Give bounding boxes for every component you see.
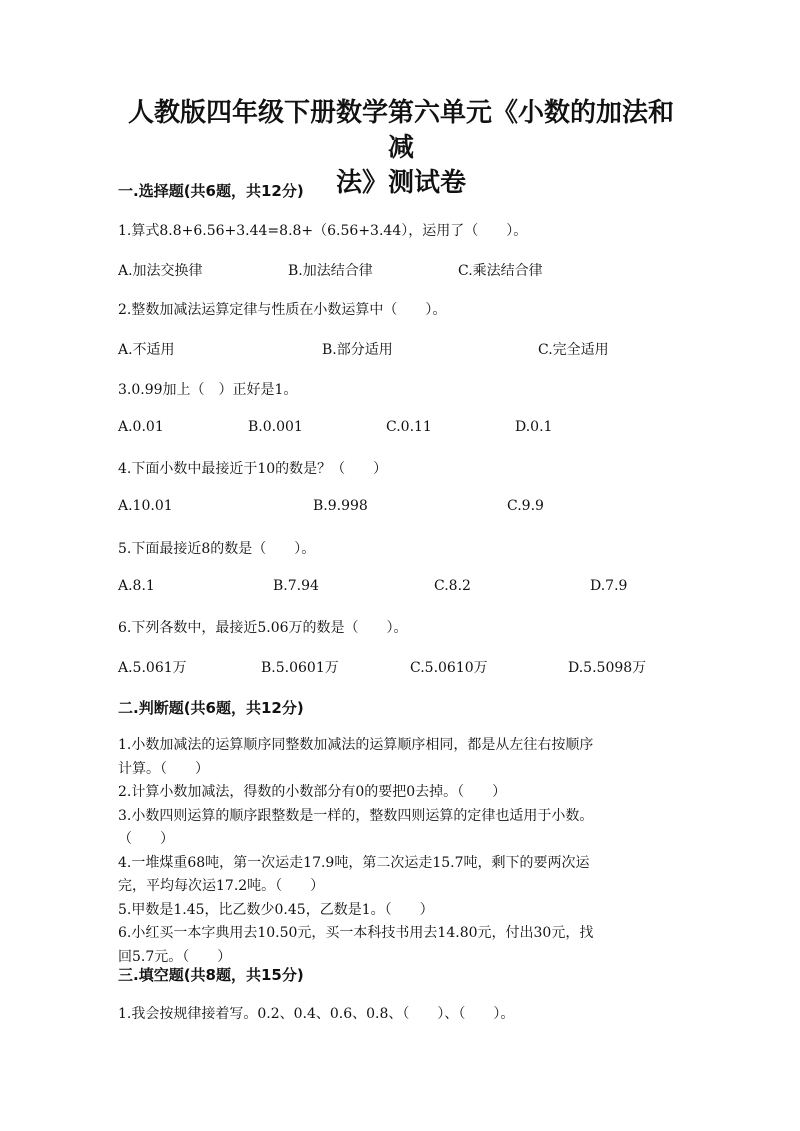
question-text: 6.下列各数中，最接近5.06万的数是（ ）。 (118, 620, 408, 636)
option-b: B.0.001 (248, 419, 303, 435)
option-b: B.9.998 (313, 498, 368, 514)
option-a: A.10.01 (118, 498, 173, 514)
option-c: C.完全适用 (538, 342, 609, 358)
judgment-line: 回5.7元。（ ） (118, 948, 232, 965)
option-d: D.5.5098万 (568, 660, 647, 676)
option-b: B.7.94 (273, 578, 319, 594)
option-row (118, 657, 678, 677)
option-a: A.8.1 (118, 578, 155, 594)
option-b: B.部分适用 (322, 342, 393, 358)
judgment-line: （ ） (118, 831, 174, 847)
section-heading-fill: 三.填空题(共8题，共15分) (118, 966, 304, 984)
option-row (118, 419, 678, 439)
judgment-line: 计算。（ ） (118, 760, 209, 777)
option-c: C.5.0610万 (410, 660, 488, 676)
option-a: A.不适用 (118, 342, 175, 358)
judgment-line: 1.小数加减法的运算顺序同整数加减法的运算顺序相同，都是从左往右按顺序 (118, 737, 594, 753)
option-b: B.加法结合律 (288, 263, 373, 279)
judgment-line: 2.计算小数加减法，得数的小数部分有0的要把0去掉。（ ） (118, 784, 507, 800)
title-line-1: 人教版四年级下册数学第六单元《小数的加法和减 (127, 98, 674, 163)
option-a: A.加法交换律 (118, 263, 203, 279)
option-a: A.5.061万 (118, 660, 187, 676)
option-row (118, 339, 678, 359)
option-c: C.9.9 (507, 498, 544, 514)
option-d: D.7.9 (590, 578, 628, 594)
option-d: D.0.1 (515, 419, 553, 435)
title-line-2: 法》测试卷 (335, 168, 466, 198)
option-row (118, 498, 678, 518)
option-a: A.0.01 (118, 419, 164, 435)
question-text: 4.下面小数中最接近于10的数是？（ ） (118, 461, 388, 477)
judgment-line: 完，平均每次运17.2吨。（ ） (118, 878, 325, 894)
option-c: C.8.2 (434, 578, 471, 594)
judgment-line: 4.一堆煤重68吨，第一次运走17.9吨，第二次运走15.7吨，剩下的要两次运 (118, 854, 590, 871)
option-row (118, 260, 678, 280)
option-row (118, 578, 678, 598)
question-text: 3.0.99加上（ ）正好是1。 (118, 382, 298, 398)
option-b: B.5.0601万 (261, 660, 339, 676)
section-heading-choice: 一.选择题(共6题，共12分) (118, 182, 304, 200)
judgment-line: 3.小数四则运算的顺序跟整数是一样的，整数四则运算的定律也适用于小数。 (118, 807, 594, 824)
question-text: 1.我会按规律接着写。0.2、0.4、0.6、0.8、（ ）、（ ）。 (118, 1006, 515, 1022)
judgment-line: 5.甲数是1.45，比乙数少0.45，乙数是1。（ ） (118, 901, 434, 918)
question-text: 1.算式8.8+6.56+3.44=8.8+（6.56+3.44），运用了（ ）。 (118, 223, 528, 239)
judgment-list (118, 734, 688, 969)
question-text: 2.整数加减法运算定律与性质在小数运算中（ ）。 (118, 302, 447, 318)
option-c: C.乘法结合律 (458, 263, 543, 279)
question-text: 5.下面最接近8的数是（ ）。 (118, 541, 316, 557)
judgment-line: 6.小红买一本字典用去10.50元，买一本科技书用去14.80元，付出30元，找 (118, 925, 594, 941)
option-c: C.0.11 (386, 419, 432, 435)
section-heading-judgment: 二.判断题(共6题，共12分) (118, 699, 304, 717)
